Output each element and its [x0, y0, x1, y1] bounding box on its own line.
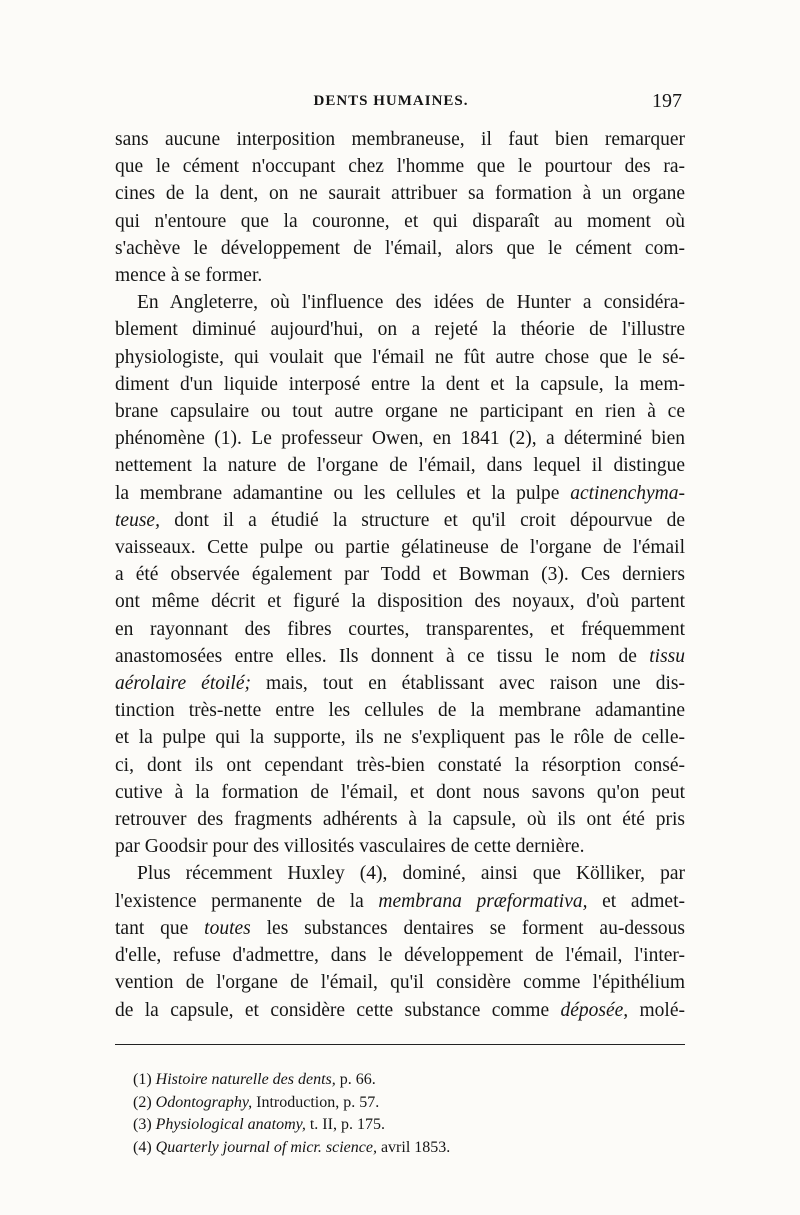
text-run: et admet- [587, 890, 685, 912]
text-run: En Angleterre, où l'influence des idées de Hunter a considéra- [137, 292, 685, 314]
text-run: a été observée également par Todd et Bowman (3). Ces derniers [115, 564, 685, 586]
text-run: dont il a étudié la structure et qu'il croit dépourvue de [159, 509, 685, 531]
text-run: cutive à la formation de l'émail, et dont nous savons qu'on peut [115, 781, 685, 803]
footnote-detail: Introduction, p. 57. [256, 1093, 380, 1111]
text-run: l'existence permanente de la [115, 890, 379, 912]
footnote-detail: p. 66. [339, 1071, 376, 1088]
text-run: brane capsulaire ou tout autre organe ne participant en rien à ce [115, 401, 685, 423]
text-line [115, 997, 685, 1024]
text-run: tinction très-nette entre les cellules de la membrane adamantine [115, 700, 685, 722]
text-line [115, 153, 685, 180]
page-number: 197 [652, 90, 682, 112]
footnotes [133, 1069, 683, 1159]
text-run: la membrane adamantine ou les cellules et la pulpe [115, 482, 571, 504]
text-line [115, 588, 685, 615]
text-line [115, 452, 685, 479]
text-line [115, 643, 685, 670]
text-line [115, 262, 685, 289]
text-run: et la pulpe qui la supporte, ils ne s'expliquent pas le rôle de celle- [115, 727, 685, 749]
text-run: physiologiste, qui voulait que l'émail ne fût autre chose que le sé- [115, 346, 685, 368]
paragraph [115, 126, 685, 289]
footnote-title: Odontography, [155, 1093, 253, 1111]
text-line [115, 398, 685, 425]
text-line [115, 888, 685, 915]
text-line [115, 942, 685, 969]
footnote-title: Quarterly journal of micr. science, [155, 1138, 377, 1156]
footnote-marker: (3) [133, 1116, 152, 1134]
footnote-title: Histoire naturelle des dents, [155, 1071, 336, 1088]
text-run: par Goodsir pour des villosités vasculaires de cette dernière. [115, 836, 585, 858]
text-run: Plus récemment Huxley (4), dominé, ainsi que Kölliker, par [137, 863, 685, 885]
text-line [115, 915, 685, 942]
text-run: diment d'un liquide interposé entre la dent et la capsule, la mem- [115, 373, 685, 395]
text-line [115, 534, 685, 561]
text-run: mais, tout en établissant avec raison une dis- [251, 673, 685, 695]
text-run: nettement la nature de l'organe de l'émail, dans lequel il distingue [115, 455, 685, 477]
text-run: ont même décrit et figuré la disposition des noyaux, d'où partent [115, 591, 685, 613]
text-line [115, 670, 685, 697]
text-run: blement diminué aujourd'hui, on a rejeté la théorie de l'illustre [115, 319, 685, 341]
text-line [115, 860, 685, 887]
footnote-title: Physiological anatomy, [155, 1116, 306, 1134]
text-run: retrouver des fragments adhérents à la capsule, où ils ont été pris [115, 809, 685, 831]
page-header [115, 88, 685, 114]
text-run: anastomosées entre elles. Ils donnent à ce tissu le nom de [115, 645, 650, 667]
text-run: vaisseaux. Cette pulpe ou partie gélatineuse de l'organe de l'émail [115, 537, 685, 559]
text-run: qui n'entoure que la couronne, et qui disparaît au moment où [115, 210, 685, 232]
footnote-detail: avril 1853. [380, 1138, 451, 1156]
footnote-detail: t. II, p. 175. [309, 1116, 385, 1134]
text-run: tant que [115, 917, 205, 939]
text-run: les substances dentaires se forment au-dessous [250, 917, 685, 939]
text-line [115, 833, 685, 860]
text-line [115, 126, 685, 153]
italic-text: déposée, [560, 999, 629, 1021]
footnote-marker: (4) [133, 1138, 152, 1156]
footnote-rule [115, 1044, 685, 1045]
text-line [115, 561, 685, 588]
text-run: cines de la dent, on ne saurait attribuer sa formation à un organe [115, 183, 685, 205]
text-line [115, 724, 685, 751]
text-run: phénomène (1). Le professeur Owen, en 1841 (2), a déterminé bien [115, 428, 685, 450]
footnote [133, 1114, 683, 1137]
footnote-marker: (1) [133, 1071, 152, 1088]
footnote [133, 1092, 683, 1115]
italic-text: aérolaire étoilé; [115, 673, 251, 695]
text-line [115, 180, 685, 207]
footnote [133, 1069, 683, 1092]
italic-text: teuse, [115, 509, 160, 531]
text-line [115, 371, 685, 398]
footnote-marker: (2) [133, 1093, 152, 1111]
italic-text: actinenchyma- [570, 482, 685, 504]
text-line [115, 779, 685, 806]
italic-text: membrana præformativa, [378, 890, 588, 912]
text-run: de la capsule, et considère cette substance comme [115, 999, 561, 1021]
text-line [115, 806, 685, 833]
italic-text: tissu [649, 645, 685, 667]
text-line [115, 344, 685, 371]
paragraph [115, 289, 685, 860]
italic-text: toutes [204, 917, 251, 939]
text-line [115, 480, 685, 507]
text-run: que le cément n'occupant chez l'homme que le pourtour des ra- [115, 156, 685, 178]
text-line [115, 235, 685, 262]
text-run: ci, dont ils ont cependant très-bien constaté la résorption consé- [115, 754, 685, 776]
paragraph [115, 860, 685, 1023]
text-run: s'achève le développement de l'émail, alors que le cément com- [115, 237, 685, 259]
text-run: vention de l'organe de l'émail, qu'il considère comme l'épithélium [115, 972, 685, 994]
text-line [115, 208, 685, 235]
text-line [115, 697, 685, 724]
text-line [115, 507, 685, 534]
text-line [115, 425, 685, 452]
text-run: d'elle, refuse d'admettre, dans le développement de l'émail, l'inter- [115, 945, 685, 967]
text-line [115, 289, 685, 316]
text-line [115, 316, 685, 343]
running-title: DENTS HUMAINES. [313, 93, 469, 109]
text-run: molé- [628, 999, 685, 1021]
text-run: en rayonnant des fibres courtes, transparentes, et fréquemment [115, 618, 685, 640]
text-line [115, 616, 685, 643]
text-line [115, 969, 685, 996]
text-line [115, 752, 685, 779]
footnote [133, 1137, 683, 1160]
body-text [115, 126, 685, 1024]
text-run: mence à se former. [115, 265, 263, 287]
text-run: sans aucune interposition membraneuse, il faut bien remarquer [115, 129, 685, 150]
